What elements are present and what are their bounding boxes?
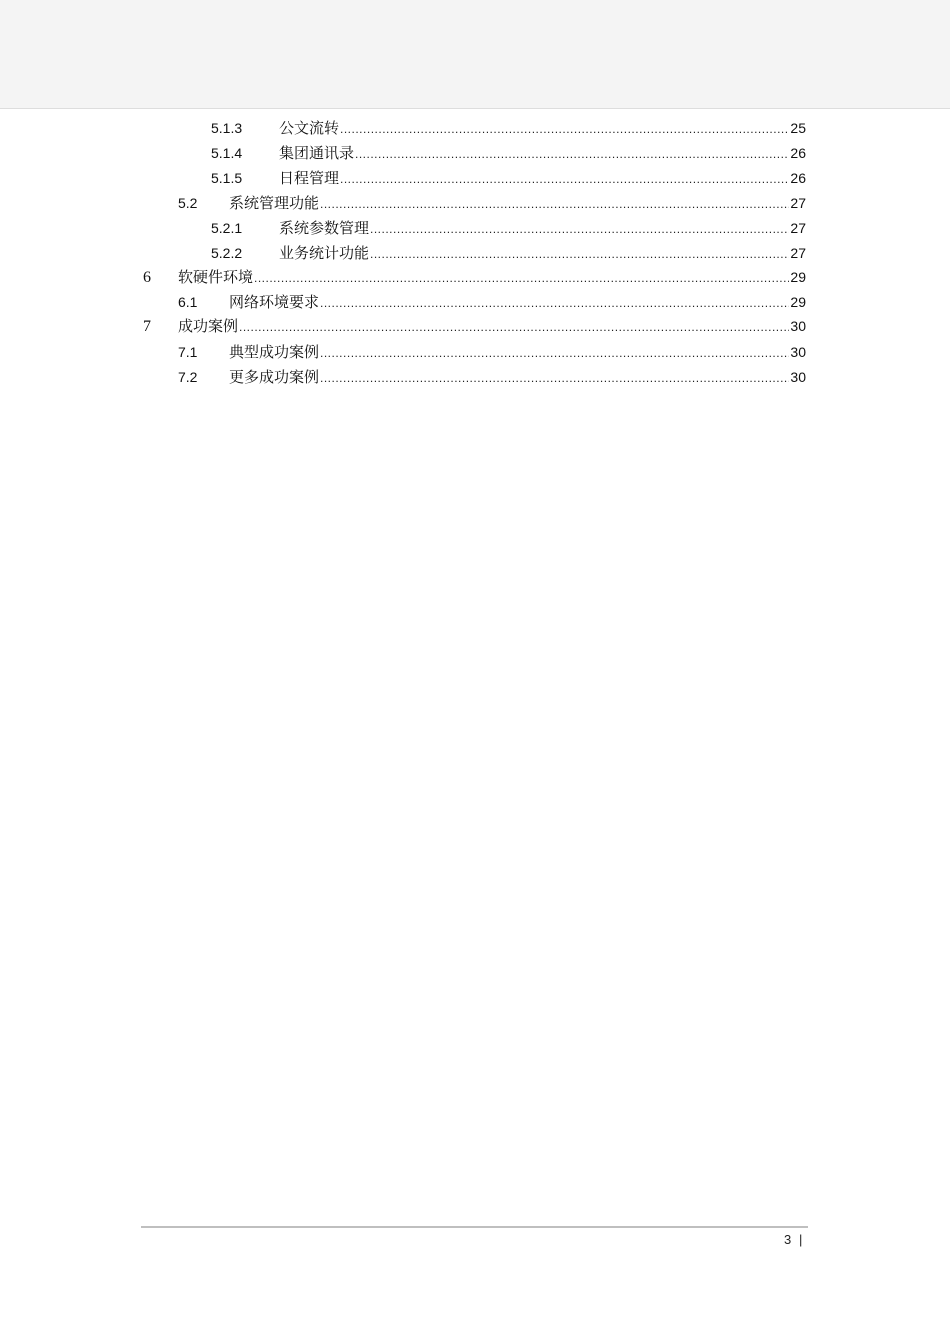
- toc-entry-page: 26: [790, 170, 806, 186]
- toc-entry-5-2[interactable]: [178, 191, 806, 215]
- toc-entry-number: 7.2: [178, 369, 198, 385]
- toc-entry-5-1-3[interactable]: [211, 116, 806, 140]
- toc-entry-5-1-4[interactable]: [211, 141, 806, 165]
- toc-entry-page: 27: [790, 220, 806, 236]
- toc-dot-leader: [355, 142, 789, 166]
- toc-dot-leader: [320, 291, 789, 315]
- toc-entry-page: 27: [790, 245, 806, 261]
- toc-entry-title: 软硬件环境: [178, 268, 254, 286]
- footer-page-number: 3: [784, 1232, 792, 1247]
- toc-entry-title: 公文流转: [279, 119, 340, 137]
- toc-entry-7-1[interactable]: [178, 340, 806, 364]
- toc-entry-number: 6.1: [178, 294, 198, 310]
- toc-entry-6[interactable]: [143, 265, 806, 289]
- toc-entry-5-2-1[interactable]: [211, 216, 806, 240]
- toc-dot-leader: [340, 117, 789, 141]
- footer-separator: |: [799, 1232, 803, 1247]
- toc-entry-number: 7.1: [178, 344, 198, 360]
- toc-entry-number: 5.1.4: [211, 145, 243, 161]
- page-header-band: [0, 0, 950, 109]
- toc-entry-title: 网络环境要求: [229, 293, 320, 311]
- toc-entry-5-2-2[interactable]: [211, 241, 806, 265]
- toc-entry-number: 5.2.1: [211, 220, 243, 236]
- toc-entry-number: 6: [143, 269, 151, 286]
- toc-entry-7-2[interactable]: [178, 365, 806, 389]
- toc-entry-page: 30: [790, 344, 806, 360]
- toc-entry-number: 5.1.3: [211, 120, 243, 136]
- toc-entry-page: 30: [790, 318, 806, 334]
- toc-entry-number: 5.2.2: [211, 245, 243, 261]
- toc-entry-title: 业务统计功能: [279, 244, 370, 262]
- toc-entry-title: 日程管理: [279, 169, 340, 187]
- toc-entry-7[interactable]: [143, 314, 806, 338]
- footer-rule: [141, 1226, 808, 1228]
- toc-entry-6-1[interactable]: [178, 290, 806, 314]
- toc-entry-title: 更多成功案例: [229, 368, 320, 386]
- toc-entry-title: 系统管理功能: [229, 194, 320, 212]
- toc-dot-leader: [254, 266, 789, 290]
- toc-entry-number: 5.2: [178, 195, 198, 211]
- toc-entry-page: 30: [790, 369, 806, 385]
- toc-entry-title: 典型成功案例: [229, 343, 320, 361]
- toc-dot-leader: [340, 167, 789, 191]
- toc-dot-leader: [320, 366, 789, 390]
- toc-dot-leader: [370, 242, 789, 266]
- toc-entry-title: 集团通讯录: [279, 144, 355, 162]
- toc-entry-page: 29: [790, 294, 806, 310]
- toc-entry-title: 成功案例: [178, 317, 239, 335]
- toc-dot-leader: [239, 315, 789, 339]
- toc-entry-page: 26: [790, 145, 806, 161]
- toc-entry-number: 7: [143, 318, 151, 335]
- toc-dot-leader: [320, 341, 789, 365]
- toc-entry-5-1-5[interactable]: [211, 166, 806, 190]
- toc-entry-number: 5.1.5: [211, 170, 243, 186]
- toc-dot-leader: [370, 217, 789, 241]
- toc-entry-page: 29: [790, 269, 806, 285]
- toc-dot-leader: [320, 192, 789, 216]
- toc-entry-page: 27: [790, 195, 806, 211]
- toc-entry-page: 25: [790, 120, 806, 136]
- toc-entry-title: 系统参数管理: [279, 219, 370, 237]
